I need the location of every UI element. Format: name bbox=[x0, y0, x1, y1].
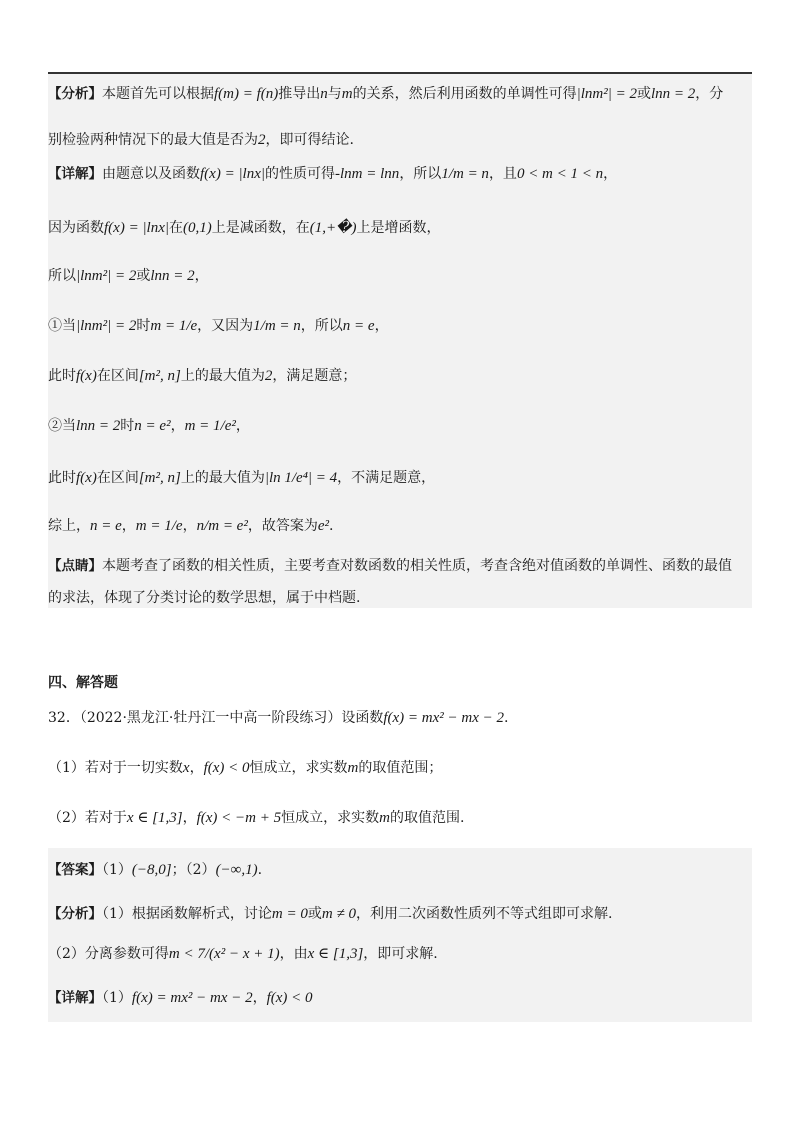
math-expression: f(x) = mx² − mx − 2 bbox=[383, 710, 505, 726]
q32-part2 bbox=[48, 808, 748, 828]
analysis-tag: 【分析】 bbox=[48, 86, 102, 102]
math-expression: x bbox=[182, 760, 190, 776]
text-run: . bbox=[257, 862, 263, 878]
math-expression: m bbox=[341, 86, 353, 102]
text-run: 此时 bbox=[48, 368, 76, 384]
math-expression: 1/m = n bbox=[441, 166, 489, 182]
math-expression: m = 1/e² bbox=[184, 418, 236, 434]
math-expression: m = 1/e bbox=[135, 518, 183, 534]
text-run: ，分 bbox=[695, 86, 724, 102]
text-run: （1） bbox=[102, 862, 132, 878]
text-run: 在区间 bbox=[96, 368, 139, 384]
math-expression: f(x) < 0 bbox=[203, 760, 250, 776]
detail-line-1 bbox=[48, 164, 748, 184]
text-run: ，又因为 bbox=[197, 318, 254, 334]
math-expression: m = 0 bbox=[271, 906, 308, 922]
text-run: 上的最大值为 bbox=[180, 470, 265, 486]
text-run: 综上， bbox=[48, 518, 90, 534]
text-run: ；（2） bbox=[171, 862, 216, 878]
detail2-tag: 【详解】 bbox=[48, 990, 102, 1006]
math-expression: f(x) < −m + 5 bbox=[196, 810, 282, 826]
text-run: ， bbox=[374, 318, 389, 334]
math-expression: m bbox=[379, 810, 390, 826]
math-expression: f(x) = |lnx| bbox=[200, 166, 266, 182]
text-run: ，所以 bbox=[399, 166, 442, 182]
math-expression: n = e bbox=[342, 318, 375, 334]
math-expression: (0,1) bbox=[183, 220, 212, 236]
text-run: ，故答案为 bbox=[247, 518, 318, 534]
math-expression: lnn = 2 bbox=[76, 418, 121, 434]
text-run: ，即可求解. bbox=[363, 946, 438, 962]
comment-text-1: 本题考查了函数的相关性质，主要考查对数函数的相关性质，考查含绝对值函数的单调性、函数的最值 bbox=[102, 558, 732, 574]
text-run: 的取值范围； bbox=[358, 760, 443, 776]
text-run: 所以 bbox=[48, 268, 76, 284]
math-expression: |ln 1/e⁴| = 4 bbox=[264, 470, 338, 486]
math-expression: (−8,0] bbox=[131, 862, 172, 878]
text-run: ，满足题意； bbox=[272, 368, 357, 384]
text-run: 推导出 bbox=[278, 86, 321, 102]
math-expression: m = 1/e bbox=[150, 318, 198, 334]
analysis-line-2 bbox=[48, 130, 748, 150]
math-expression: 0 < m < 1 < n bbox=[516, 166, 604, 182]
comment-tag: 【点睛】 bbox=[48, 558, 102, 574]
math-expression: n/m = e² bbox=[196, 518, 248, 534]
text-run: 的取值范围. bbox=[389, 810, 465, 826]
text-run: 时 bbox=[136, 318, 151, 334]
math-expression: f(x) = |lnx| bbox=[104, 220, 170, 236]
answer-tag: 【答案】 bbox=[48, 862, 102, 878]
detail2-line bbox=[48, 988, 748, 1008]
text-run: （1） bbox=[102, 990, 132, 1006]
text-run: 在区间 bbox=[96, 470, 139, 486]
math-expression: (−∞,1) bbox=[215, 862, 258, 878]
text-run: （2）若对于 bbox=[48, 810, 127, 826]
text-run: ，且 bbox=[488, 166, 517, 182]
math-expression: [m², n] bbox=[138, 368, 181, 384]
text-run: ， bbox=[235, 418, 250, 434]
text-run: 上是增函数， bbox=[356, 220, 441, 236]
text-run: 因为函数 bbox=[48, 220, 104, 236]
math-expression: |lnm²| = 2 bbox=[76, 318, 137, 334]
detail-line-6 bbox=[48, 416, 748, 436]
text-run: 32．（2022·黑龙江·牡丹江一中高一阶段练习）设函数 bbox=[48, 710, 384, 726]
analysis2-line-1 bbox=[48, 904, 748, 924]
math-expression: 1/m = n bbox=[253, 318, 301, 334]
math-expression: m bbox=[347, 760, 359, 776]
text-run: ，不满足题意， bbox=[337, 470, 436, 486]
detail-line-2 bbox=[48, 218, 748, 238]
text-run: ，所以 bbox=[300, 318, 343, 334]
text-run: 或 bbox=[637, 86, 651, 102]
text-run: 恒成立，求实数 bbox=[281, 810, 380, 826]
text-run: ， bbox=[189, 760, 204, 776]
q32-stem bbox=[48, 708, 748, 728]
text-run: 的性质可得 bbox=[265, 166, 336, 182]
text-run: 在 bbox=[169, 220, 184, 236]
comment-line-2 bbox=[48, 588, 748, 608]
math-expression: lnn = 2 bbox=[150, 268, 195, 284]
text-run: 由题意以及函数 bbox=[102, 166, 200, 182]
math-expression: x ∈ [1,3] bbox=[126, 810, 183, 826]
text-run: 的关系，然后利用函数的单调性可得 bbox=[352, 86, 577, 102]
text-run: ①当 bbox=[48, 318, 76, 334]
math-expression: f(m) = f(n) bbox=[214, 86, 279, 102]
section-title: 四、解答题 bbox=[48, 675, 118, 691]
q32-part1 bbox=[48, 758, 748, 778]
math-expression: (1,+�) bbox=[309, 220, 357, 236]
text-run: ， bbox=[194, 268, 209, 284]
text-run: 恒成立，求实数 bbox=[249, 760, 348, 776]
text-run: . bbox=[504, 710, 509, 726]
text-run: 或 bbox=[307, 906, 322, 922]
text-run: ，即可得结论. bbox=[265, 132, 354, 148]
math-expression: |lnm²| = 2 bbox=[576, 86, 637, 102]
text-run: ，利用二次函数性质列不等式组即可求解. bbox=[355, 906, 613, 922]
text-run: 此时 bbox=[48, 470, 76, 486]
text-run: 本题首先可以根据 bbox=[102, 86, 214, 102]
detail-line-7 bbox=[48, 468, 748, 488]
analysis-line-1 bbox=[48, 84, 748, 104]
text-run: 与 bbox=[327, 86, 342, 102]
text-run: （2）分离参数可得 bbox=[48, 946, 169, 962]
text-run: 别检验两种情况下的最大值是否为 bbox=[48, 132, 258, 148]
math-expression: n bbox=[320, 86, 328, 102]
detail-tag: 【详解】 bbox=[48, 166, 102, 182]
text-run: ， bbox=[182, 518, 197, 534]
math-expression: f(x) = mx² − mx − 2 bbox=[131, 990, 253, 1006]
text-run: 时 bbox=[120, 418, 135, 434]
text-run: ， bbox=[170, 418, 185, 434]
math-expression: f(x) < 0 bbox=[266, 990, 313, 1006]
detail-line-3 bbox=[48, 266, 748, 286]
math-expression: 2 bbox=[258, 132, 266, 148]
math-expression: 2 bbox=[264, 368, 273, 384]
math-expression: lnn = 2 bbox=[651, 86, 696, 102]
text-run: 或 bbox=[136, 268, 151, 284]
math-expression: f(x) bbox=[76, 470, 97, 486]
detail-line-5 bbox=[48, 366, 748, 386]
text-run: （1）根据函数解析式，讨论 bbox=[102, 906, 272, 922]
math-expression: n = e² bbox=[134, 418, 171, 434]
analysis2-line-2 bbox=[48, 944, 748, 964]
math-expression: |lnm²| = 2 bbox=[76, 268, 137, 284]
text-run: . bbox=[329, 518, 334, 534]
detail-line-8 bbox=[48, 516, 748, 536]
math-expression: m ≠ 0 bbox=[321, 906, 356, 922]
math-expression: e² bbox=[317, 518, 329, 534]
text-run: ， bbox=[121, 518, 136, 534]
math-expression: -lnm = lnn bbox=[335, 166, 400, 182]
math-expression: m < 7/(x² − x + 1) bbox=[168, 946, 280, 962]
text-run: ， bbox=[603, 166, 618, 182]
math-expression: x ∈ [1,3] bbox=[307, 946, 364, 962]
text-run: 上是减函数，在 bbox=[211, 220, 310, 236]
detail-line-4 bbox=[48, 316, 748, 336]
text-run: 上的最大值为 bbox=[180, 368, 265, 384]
comment-text-2: 的求法，体现了分类讨论的数学思想，属于中档题. bbox=[48, 590, 361, 606]
math-expression: [m², n] bbox=[138, 470, 181, 486]
text-run: ②当 bbox=[48, 418, 76, 434]
math-expression: n = e bbox=[90, 518, 122, 534]
analysis2-tag: 【分析】 bbox=[48, 906, 102, 922]
math-expression: f(x) bbox=[76, 368, 97, 384]
comment-line-1 bbox=[48, 556, 748, 576]
text-run: ，由 bbox=[279, 946, 308, 962]
text-run: （1）若对于一切实数 bbox=[48, 760, 183, 776]
text-run: ， bbox=[182, 810, 197, 826]
answer-line bbox=[48, 860, 748, 880]
text-run: ， bbox=[252, 990, 267, 1006]
